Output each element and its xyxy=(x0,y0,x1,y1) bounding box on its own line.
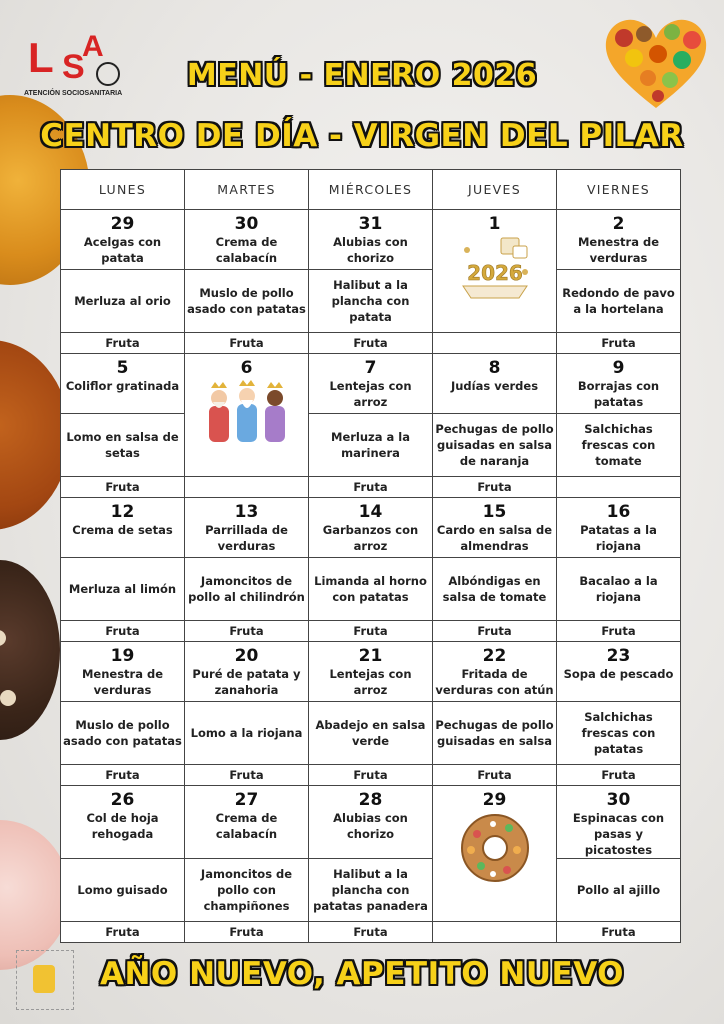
menu-title: MENÚ - ENERO 2026 xyxy=(186,58,538,93)
first-course: Lentejas con arroz xyxy=(329,379,412,409)
weekday-header: LUNES xyxy=(61,170,185,210)
first-course: Col de hoja rehogada xyxy=(86,811,159,841)
week-first-course-row xyxy=(61,498,681,558)
dessert-cell xyxy=(557,477,681,498)
week-second-course-row xyxy=(61,414,681,477)
week-second-course-row xyxy=(61,702,681,765)
dessert-cell: Fruta xyxy=(185,922,309,943)
first-course: Judías verdes xyxy=(450,379,539,393)
day-cell-first-course xyxy=(61,786,185,859)
second-course: Bacalao a la riojana xyxy=(579,574,658,604)
week-dessert-row xyxy=(61,621,681,642)
day-cell-second-course xyxy=(309,414,433,477)
week-second-course-row xyxy=(61,859,681,922)
day-cell-first-course xyxy=(557,642,681,702)
day-number: 1 xyxy=(488,214,501,234)
day-cell-first-course xyxy=(309,210,433,270)
day-number: 5 xyxy=(116,358,129,378)
day-number: 7 xyxy=(364,358,377,378)
first-course: Puré de patata y zanahoria xyxy=(192,667,301,697)
second-course: Lomo en salsa de setas xyxy=(66,430,179,460)
year-text: 2026 xyxy=(466,261,523,285)
day-number: 29 xyxy=(110,214,135,234)
weekday-header: MIÉRCOLES xyxy=(309,170,433,210)
dessert-cell: Fruta xyxy=(309,922,433,943)
day-cell-second-course xyxy=(185,702,309,765)
day-cell-first-course xyxy=(557,498,681,558)
day-number: 27 xyxy=(234,790,259,810)
day-cell-first-course xyxy=(61,498,185,558)
day-number: 2 xyxy=(612,214,625,234)
day-cell-holiday xyxy=(433,210,557,333)
day-cell-second-course xyxy=(557,414,681,477)
day-cell-second-course xyxy=(61,558,185,621)
dessert-cell: Fruta xyxy=(557,621,681,642)
day-number: 13 xyxy=(234,502,259,522)
weekday-header: JUEVES xyxy=(433,170,557,210)
day-cell-second-course xyxy=(433,702,557,765)
day-number: 30 xyxy=(606,790,631,810)
first-course: Crema de calabacín xyxy=(215,235,278,265)
day-cell-first-course xyxy=(557,786,681,859)
day-cell-second-course xyxy=(309,702,433,765)
second-course: Lomo a la riojana xyxy=(190,726,303,740)
day-cell-second-course xyxy=(61,270,185,333)
second-course: Limanda al horno con patatas xyxy=(314,574,427,604)
dessert-cell: Fruta xyxy=(557,333,681,354)
dessert-cell: Fruta xyxy=(61,333,185,354)
first-course: Patatas a la riojana xyxy=(580,523,657,553)
dessert-cell: Fruta xyxy=(433,765,557,786)
day-cell-first-course xyxy=(185,786,309,859)
second-course: Merluza a la marinera xyxy=(331,430,410,460)
dessert-cell: Fruta xyxy=(433,477,557,498)
day-cell-first-course xyxy=(61,354,185,414)
first-course: Cardo en salsa de almendras xyxy=(436,523,553,553)
day-number: 6 xyxy=(240,358,253,378)
week-dessert-row xyxy=(61,477,681,498)
dessert-cell: Fruta xyxy=(309,477,433,498)
week-dessert-row xyxy=(61,765,681,786)
week-second-course-row xyxy=(61,558,681,621)
day-cell-first-course xyxy=(61,210,185,270)
weekday-header: VIERNES xyxy=(557,170,681,210)
first-course: Sopa de pescado xyxy=(563,667,674,681)
second-course: Jamoncitos de pollo con champiñones xyxy=(200,867,293,913)
dessert-cell: Fruta xyxy=(61,621,185,642)
day-cell-second-course xyxy=(309,270,433,333)
day-number: 16 xyxy=(606,502,631,522)
day-number: 26 xyxy=(110,790,135,810)
second-course: Halibut a la plancha con patatas panadera xyxy=(313,867,428,913)
logo-subtitle: ATENCIÓN SOCIOSANITARIA xyxy=(24,90,123,97)
peppercorn-bowl-image xyxy=(0,560,60,740)
weekday-header-row xyxy=(61,170,681,210)
dessert-cell: Fruta xyxy=(185,621,309,642)
day-number: 15 xyxy=(482,502,507,522)
day-cell-second-course xyxy=(433,414,557,477)
week-dessert-row xyxy=(61,922,681,943)
dessert-cell: Fruta xyxy=(185,765,309,786)
week-first-course-row xyxy=(61,210,681,270)
day-cell-first-course xyxy=(185,210,309,270)
second-course: Merluza al orio xyxy=(74,294,171,308)
day-cell-second-course xyxy=(433,558,557,621)
day-number: 14 xyxy=(358,502,383,522)
first-course: Coliflor gratinada xyxy=(65,379,180,393)
day-cell-first-course xyxy=(433,642,557,702)
second-course: Pollo al ajillo xyxy=(576,883,661,897)
dessert-cell xyxy=(433,922,557,943)
first-course: Alubias con chorizo xyxy=(333,235,408,265)
week-dessert-row xyxy=(61,333,681,354)
day-cell-first-course xyxy=(557,210,681,270)
dessert-cell xyxy=(433,333,557,354)
day-number: 20 xyxy=(234,646,259,666)
day-number: 21 xyxy=(358,646,383,666)
second-course: Halibut a la plancha con patata xyxy=(331,278,410,324)
dessert-cell: Fruta xyxy=(61,922,185,943)
dessert-cell: Fruta xyxy=(309,333,433,354)
footer-slogan: AÑO NUEVO, APETITO NUEVO xyxy=(99,956,624,992)
second-course: Abadejo en salsa verde xyxy=(315,718,426,748)
day-cell-second-course xyxy=(557,558,681,621)
second-course: Salchichas frescas con patatas xyxy=(581,710,656,756)
second-course: Pechugas de pollo guisadas en salsa xyxy=(435,718,554,748)
mascot-sticker-image xyxy=(16,950,74,1010)
day-number: 31 xyxy=(358,214,383,234)
first-course: Fritada de verduras con atún xyxy=(435,667,554,697)
three-kings-icon xyxy=(187,378,306,452)
first-course: Espinacas con pasas y picatostes xyxy=(572,811,665,857)
day-cell-holiday xyxy=(433,786,557,922)
day-cell-second-course xyxy=(557,702,681,765)
second-course: Salchichas frescas con tomate xyxy=(581,422,656,468)
dessert-cell: Fruta xyxy=(433,621,557,642)
roscon-de-reyes-icon xyxy=(435,810,554,890)
day-cell-first-course xyxy=(433,498,557,558)
dessert-cell: Fruta xyxy=(309,621,433,642)
day-cell-second-course xyxy=(557,270,681,333)
first-course: Alubias con chorizo xyxy=(333,811,408,841)
first-course: Parrillada de verduras xyxy=(205,523,288,553)
day-cell-first-course xyxy=(61,642,185,702)
dessert-cell: Fruta xyxy=(309,765,433,786)
day-cell-second-course xyxy=(309,558,433,621)
day-number: 19 xyxy=(110,646,135,666)
second-course: Lomo guisado xyxy=(77,883,168,897)
week-first-course-row xyxy=(61,786,681,859)
second-course: Albóndigas en salsa de tomate xyxy=(442,574,547,604)
weeks-body xyxy=(61,210,681,943)
center-name: CENTRO DE DÍA - VIRGEN DEL PILAR xyxy=(40,118,684,154)
first-course: Garbanzos con arroz xyxy=(322,523,419,553)
day-cell-first-course xyxy=(185,498,309,558)
first-course: Lentejas con arroz xyxy=(329,667,412,697)
day-cell-first-course xyxy=(309,498,433,558)
second-course: Pechugas de pollo guisadas en salsa de naranja xyxy=(435,422,554,468)
day-cell-holiday xyxy=(185,354,309,477)
day-number: 28 xyxy=(358,790,383,810)
day-cell-second-course xyxy=(185,270,309,333)
day-number: 9 xyxy=(612,358,625,378)
week-second-course-row xyxy=(61,270,681,333)
day-cell-first-course xyxy=(309,642,433,702)
day-number: 29 xyxy=(482,790,507,810)
day-cell-second-course xyxy=(61,414,185,477)
week-first-course-row xyxy=(61,354,681,414)
second-course: Jamoncitos de pollo al chilindrón xyxy=(188,574,305,604)
day-cell-second-course xyxy=(185,859,309,922)
day-number: 8 xyxy=(488,358,501,378)
new-year-2026-icon xyxy=(435,234,554,308)
day-cell-second-course xyxy=(309,859,433,922)
second-course: Merluza al limón xyxy=(68,582,177,596)
first-course: Crema de calabacín xyxy=(215,811,278,841)
day-cell-second-course xyxy=(557,859,681,922)
lasa-logo: L S A ATENCIÓN SOCIOSANITARIA xyxy=(24,30,123,97)
day-number: 30 xyxy=(234,214,259,234)
day-cell-second-course xyxy=(61,702,185,765)
dessert-cell: Fruta xyxy=(61,477,185,498)
second-course: Muslo de pollo asado con patatas xyxy=(63,718,182,748)
day-cell-first-course xyxy=(433,354,557,414)
day-cell-first-course xyxy=(557,354,681,414)
day-cell-first-course xyxy=(309,354,433,414)
first-course: Menestra de verduras xyxy=(81,667,164,697)
day-number: 23 xyxy=(606,646,631,666)
dessert-cell xyxy=(185,477,309,498)
first-course: Borrajas con patatas xyxy=(577,379,660,409)
dessert-cell: Fruta xyxy=(185,333,309,354)
dessert-cell: Fruta xyxy=(557,765,681,786)
dessert-cell: Fruta xyxy=(557,922,681,943)
day-cell-first-course xyxy=(185,642,309,702)
first-course: Acelgas con patata xyxy=(83,235,162,265)
day-number: 22 xyxy=(482,646,507,666)
second-course: Redondo de pavo a la hortelana xyxy=(562,286,675,316)
second-course: Muslo de pollo asado con patatas xyxy=(187,286,306,316)
weekday-header: MARTES xyxy=(185,170,309,210)
day-cell-first-course xyxy=(309,786,433,859)
first-course: Crema de setas xyxy=(72,523,173,537)
dessert-cell: Fruta xyxy=(61,765,185,786)
day-cell-second-course xyxy=(185,558,309,621)
day-number: 12 xyxy=(110,502,135,522)
first-course: Menestra de verduras xyxy=(577,235,660,265)
menu-calendar xyxy=(60,169,681,943)
day-cell-second-course xyxy=(61,859,185,922)
week-first-course-row xyxy=(61,642,681,702)
